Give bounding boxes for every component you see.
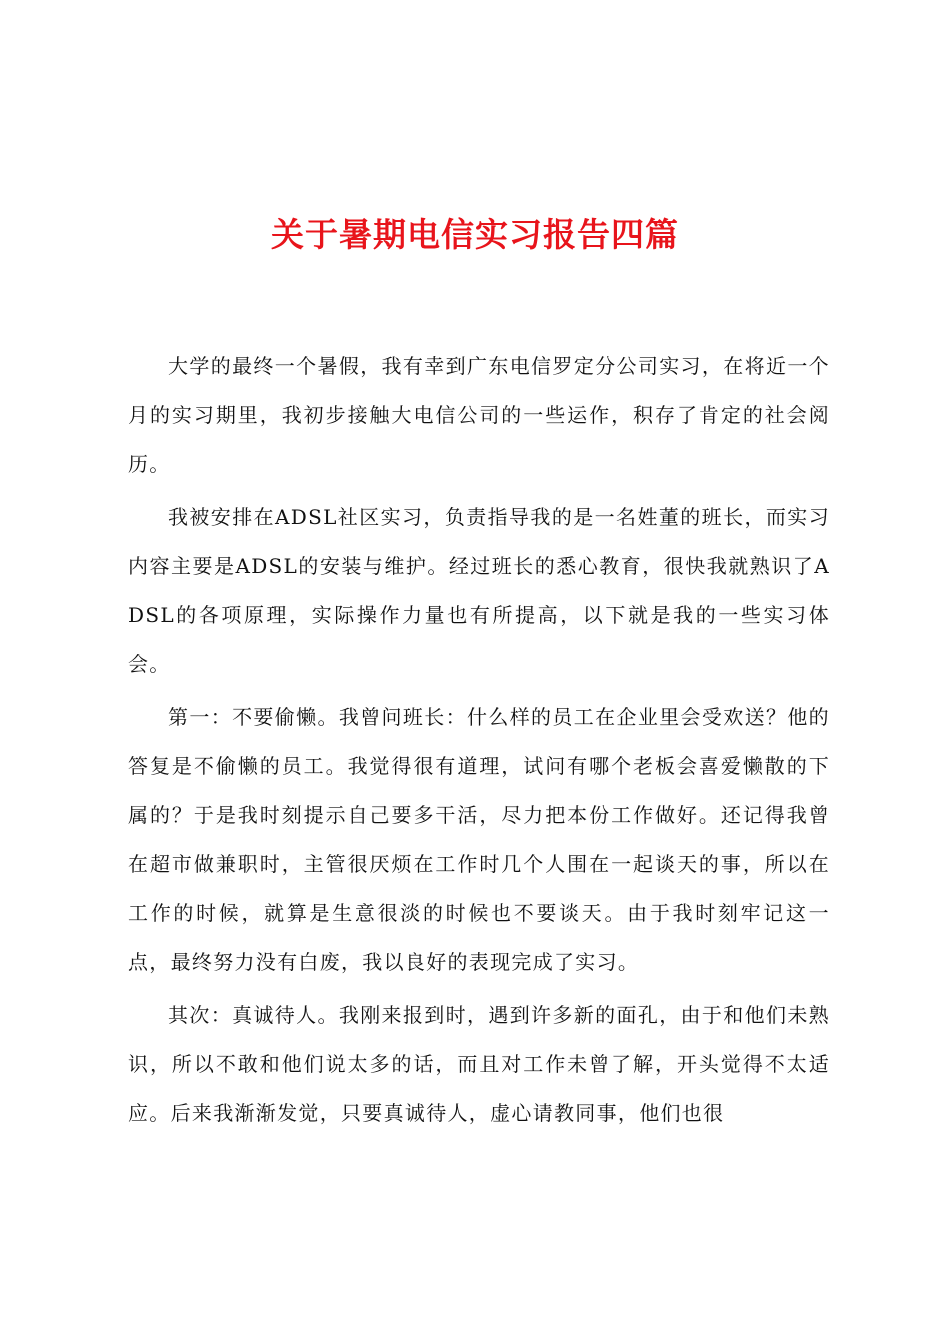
document-body	[128, 342, 830, 1138]
document-title: 关于暑期电信实习报告四篇	[271, 215, 679, 254]
paragraph-2: 我被安排在ADSL社区实习，负责指导我的是一名姓董的班长，而实习内容主要是ADSL的安装与维护。经过班长的悉心教育，很快我就熟识了ADSL的各项原理，实际操作力量也有所提高，以下就是我的一些实习体会。	[128, 505, 830, 676]
paragraph-3: 第一：不要偷懒。我曾问班长：什么样的员工在企业里会受欢送？他的答复是不偷懒的员工。我觉得很有道理，试问有哪个老板会喜爱懒散的下属的？于是我时刻提示自己要多干活，尽力把本份工作做好。还记得我曾在超市做兼职时，主管很厌烦在工作时几个人围在一起谈天的事，所以在工作的时候，就算是生意很淡的时候也不要谈天。由于我时刻牢记这一点，最终努力没有白废，我以良好的表现完成了实习。	[128, 705, 830, 974]
paragraph-1: 大学的最终一个暑假，我有幸到广东电信罗定分公司实习，在将近一个月的实习期里，我初步接触大电信公司的一些运作，积存了肯定的社会阅历。	[128, 354, 830, 476]
paragraph-4: 其次：真诚待人。我刚来报到时，遇到许多新的面孔，由于和他们未熟识，所以不敢和他们说太多的话，而且对工作未曾了解，开头觉得不太适应。后来我渐渐发觉，只要真诚待人，虚心请教同事，他们也很	[128, 1003, 830, 1125]
